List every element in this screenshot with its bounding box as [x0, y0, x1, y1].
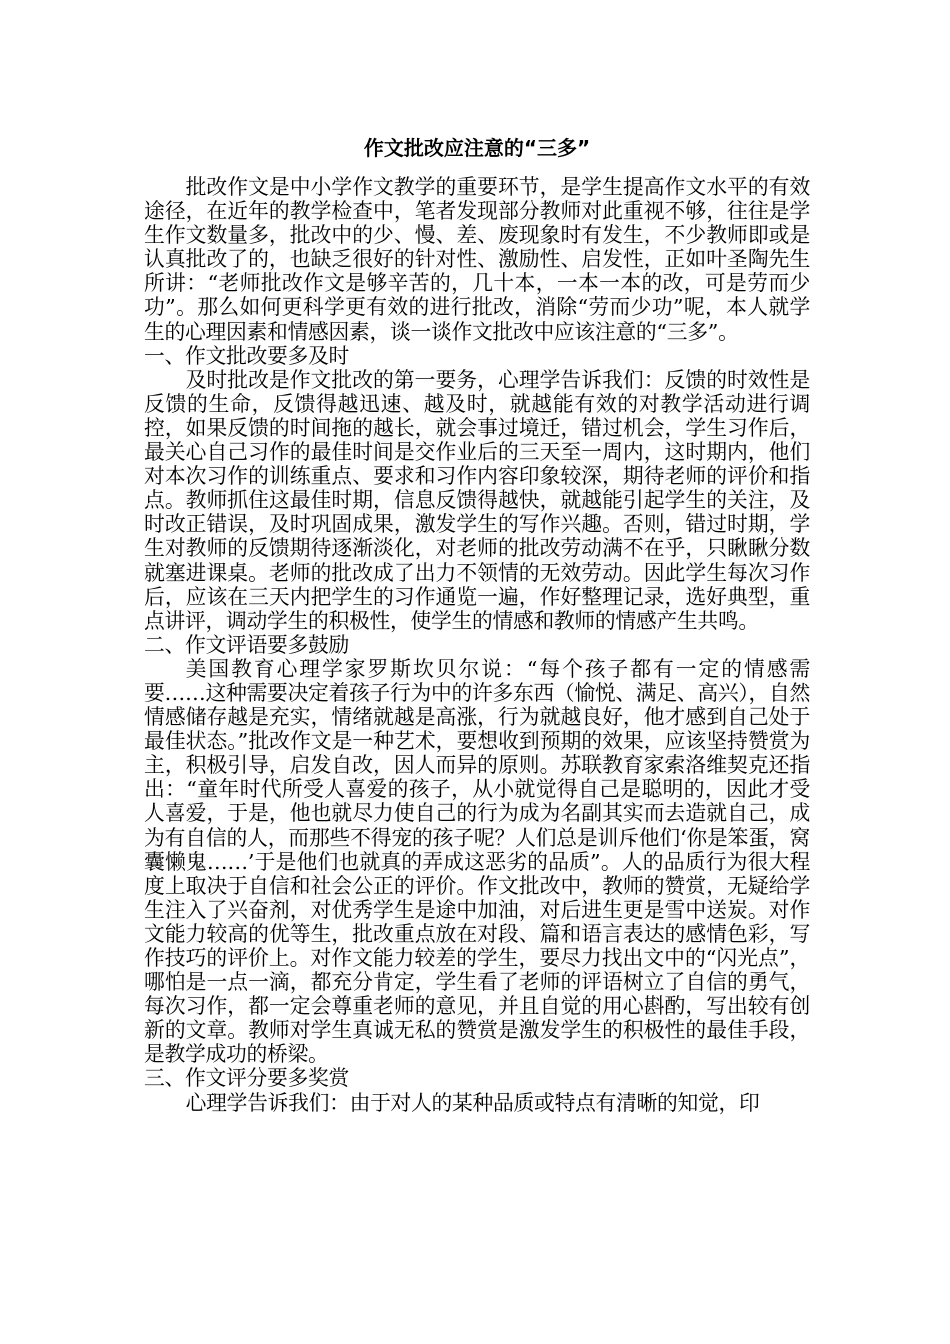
- section-2-paragraph: 美国教育心理学家罗斯坎贝尔说：“每个孩子都有一定的情感需要……这种需要决定着孩子行为中的许多东西（愉悦、满足、高兴），自然情感储存越是充实，情绪就越是高涨，行为就越良好，他才感到自己处于最佳状态。”批改作文是一种艺术，要想收到预期的效果，应该坚持赞赏为主，积极引导，启发自改，因人而异的原则。苏联教育家索洛维契克还指出：“童年时代所受人喜爱的孩子，从小就觉得自己是聪明的，因此才受人喜爱，于是，他也就尽力使自己的行为成为名副其实而去造就自己，成为有自信的人，而那些不得宠的孩子呢？人们总是训斥他们‘你是笨蛋，窝囊懒鬼……’于是他们也就真的弄成这恶劣的品质”。人的品质行为很大程度上取决于自信和社会公正的评价。作文批改中，教师的赞赏，无疑给学生注入了兴奋剂，对优秀学生是途中加油，对后进生更是雪中送炭。对作文能力较高的优等生，批改重点放在对段、篇和语言表达的感情色彩，写作技巧的评价上。对作文能力较差的学生，要尽力找出文中的“闪光点”，哪怕是一点一滴，都充分肯定，学生看了老师的评语树立了自信的勇气，每次习作，都一定会尊重老师的意见，并且自觉的用心斟酌，写出较有创新的文章。教师对学生真诚无私的赞赏是激发学生的积极性的最佳手段，是教学成功的桥梁。: [144, 656, 810, 1067]
- section-2-heading: 二、作文评语要多鼓励: [144, 632, 349, 657]
- document-title: 作文批改应注意的“三多”: [363, 136, 591, 160]
- section-1-paragraph: 及时批改是作文批改的第一要务，心理学告诉我们：反馈的时效性是反馈的生命，反馈得越迅速、越及时，就越能有效的对教学活动进行调控，如果反馈的时间拖的越长，就会事过境迁，错过机会，学生习作后，最关心自己习作的最佳时间是交作业后的三天至一周内，这时期内，他们对本次习作的训练重点、要求和习作内容印象较深，期待老师的评价和指点。教师抓住这最佳时期，信息反馈得越快，就越能引起学生的关注，及时改正错误，及时巩固成果，激发学生的写作兴趣。否则，错过时期，学生对教师的反馈期待逐渐淡化，对老师的批改劳动满不在乎，只瞅瞅分数就塞进课桌。老师的批改成了出力不领情的无效劳动。因此学生每次习作后，应该在三天内把学生的习作通览一遍，作好整理记录，选好典型，重点讲评，调动学生的积极性，使学生的情感和教师的情感产生共鸣。: [144, 367, 810, 633]
- section-1-heading: 一、作文批改要多及时: [144, 343, 349, 368]
- section-3-heading: 三、作文评分要多奖赏: [144, 1066, 349, 1091]
- document-page: [144, 133, 810, 1115]
- section-3-paragraph: 心理学告诉我们：由于对人的某种品质或特点有清晰的知觉，印: [185, 1090, 760, 1115]
- intro-paragraph: 批改作文是中小学作文教学的重要环节，是学生提高作文水平的有效途径，在近年的教学检查中，笔者发现部分教师对此重视不够，往往是学生作文数量多，批改中的少、慢、差、废现象时有发生，不少教师即或是认真批改了的，也缺乏很好的针对性、激励性、启发性，正如叶圣陶先生所讲：“老师批改作文是够辛苦的，几十本，一本一本的改，可是劳而少功”。那么如何更科学更有效的进行批改，消除“劳而少功”呢，本人就学生的心理因素和情感因素，谈一谈作文批改中应该注意的“三多”。: [144, 175, 810, 344]
